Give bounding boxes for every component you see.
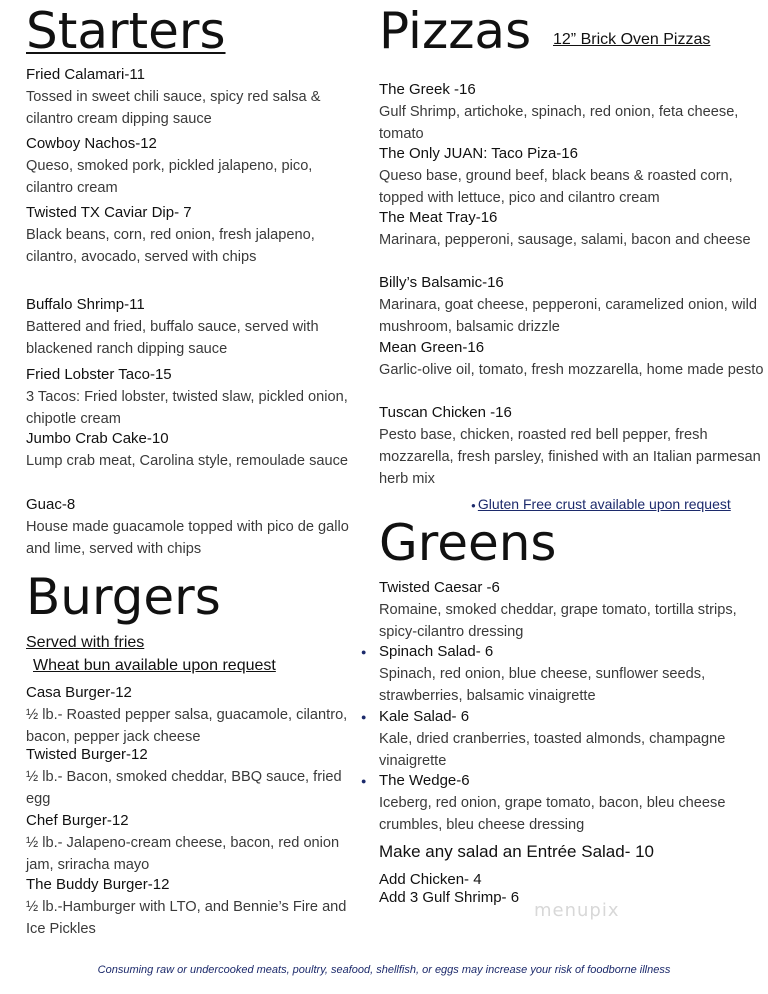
item-name: The Greek -16 [379,81,476,98]
starter-item [26,64,356,130]
item-name: Twisted Caesar -6 [379,579,500,596]
gluten-free-text: Gluten Free crust available upon request [477,496,731,512]
burgers-note-fries: Served with fries [26,634,145,651]
bullet-icon: ● [471,500,476,510]
item-name: Tuscan Chicken -16 [379,404,512,421]
item-name: Twisted Burger-12 [26,746,148,763]
pizzas-subtitle: 12” Brick Oven Pizzas [553,31,711,48]
addon-shrimp: Add 3 Gulf Shrimp- 6 [379,889,520,906]
item-description: Black beans, corn, red onion, fresh jalapeno, cilantro, avocado, served with chips [26,227,315,265]
item-name: Casa Burger-12 [26,684,132,701]
item-description: Lump crab meat, Carolina style, remoulade sauce [26,453,349,469]
item-description: Pesto base, chicken, roasted red bell pepper, fresh mozzarella, fresh parsley, finished with an Italian parmesan herb mix [379,427,761,487]
footer-disclaimer: Consuming raw or undercooked meats, poultry, seafood, shellfish, or eggs may increase your risk of foodborne illness [97,964,671,976]
burger-item [26,810,356,876]
item-description: Romaine, smoked cheddar, grape tomato, tortilla strips, spicy-cilantro dressing [379,602,737,640]
item-name: ● Spinach Salad- 6 [379,641,764,663]
item-description: Tossed in sweet chili sauce, spicy red salsa & cilantro cream dipping sauce [26,89,321,127]
item-name: Jumbo Crab Cake-10 [26,430,169,447]
item-name: ● The Wedge-6 [379,770,764,792]
starter-item [26,428,356,472]
item-name: Chef Burger-12 [26,812,129,829]
item-name: The Buddy Burger-12 [26,876,170,893]
item-name: The Only JUAN: Taco Piza-16 [379,145,578,162]
starter-item [26,364,356,430]
item-name: Mean Green-16 [379,339,485,356]
salad-item [379,577,764,643]
pizza-item [379,272,764,338]
item-description: Spinach, red onion, blue cheese, sunflower seeds, strawberries, balsamic vinaigrette [379,666,706,704]
item-description: ½ lb.- Roasted pepper salsa, guacamole, cilantro, bacon, pepper jack cheese [26,707,348,745]
starters-title: Starters [26,2,226,60]
salad-item [379,706,764,772]
item-description: Queso, smoked pork, pickled jalapeno, pico, cilantro cream [26,158,313,196]
entree-salad-note: Make any salad an Entrée Salad- 10 [379,842,655,861]
item-description: Battered and fried, buffalo sauce, served with blackened ranch dipping sauce [26,319,319,357]
pizza-item [379,207,764,251]
burgers-note-bun: Wheat bun available upon request [33,657,276,674]
salad-item [379,641,764,707]
item-name: Fried Lobster Taco-15 [26,366,172,383]
item-description: ½ lb.-Hamburger with LTO, and Bennie’s Fire and Ice Pickles [26,899,347,937]
pizza-item [379,143,764,209]
item-description: Kale, dried cranberries, toasted almonds, champagne vinaigrette [379,731,726,769]
item-description: ½ lb.- Jalapeno-cream cheese, bacon, red onion jam, sriracha mayo [26,835,340,873]
item-description: ½ lb.- Bacon, smoked cheddar, BBQ sauce, fried egg [26,769,342,807]
starter-item [26,133,356,199]
item-name: Billy’s Balsamic-16 [379,274,504,291]
pizzas-title: Pizzas [379,2,532,60]
burger-item [26,744,356,810]
item-description: Queso base, ground beef, black beans & roasted corn, topped with lettuce, pico and cilantro cream [379,168,733,206]
starter-item [26,494,356,560]
burger-item [26,874,356,940]
greens-title: Greens [379,514,557,572]
pizza-item [379,79,764,145]
burgers-title: Burgers [26,568,221,626]
burger-item [26,682,356,748]
starter-item [26,202,356,268]
item-description: Garlic-olive oil, tomato, fresh mozzarella, home made pesto [379,362,764,378]
item-name: The Meat Tray-16 [379,209,498,226]
pizza-item [379,337,764,381]
item-description: Marinara, pepperoni, sausage, salami, bacon and cheese [379,232,751,248]
starter-item [26,294,356,360]
item-name: Guac-8 [26,496,76,513]
item-description: Marinara, goat cheese, pepperoni, caramelized onion, wild mushroom, balsamic drizzle [379,297,758,335]
gluten-free-note [471,496,731,512]
item-name: ● Kale Salad- 6 [379,706,764,728]
salad-item [379,770,764,836]
watermark-logo: menupix [534,900,620,921]
item-description: Gulf Shrimp, artichoke, spinach, red onion, feta cheese, tomato [379,104,739,142]
item-description: Iceberg, red onion, grape tomato, bacon, bleu cheese crumbles, bleu cheese dressing [379,795,726,833]
item-description: House made guacamole topped with pico de gallo and lime, served with chips [26,519,349,557]
addon-chicken: Add Chicken- 4 [379,871,482,888]
pizza-item [379,402,764,490]
item-name: Twisted TX Caviar Dip- 7 [26,204,192,221]
item-name: Fried Calamari-11 [26,66,145,83]
item-name: Cowboy Nachos-12 [26,135,157,152]
item-description: 3 Tacos: Fried lobster, twisted slaw, pickled onion, chipotle cream [26,389,348,427]
item-name: Buffalo Shrimp-11 [26,296,145,313]
